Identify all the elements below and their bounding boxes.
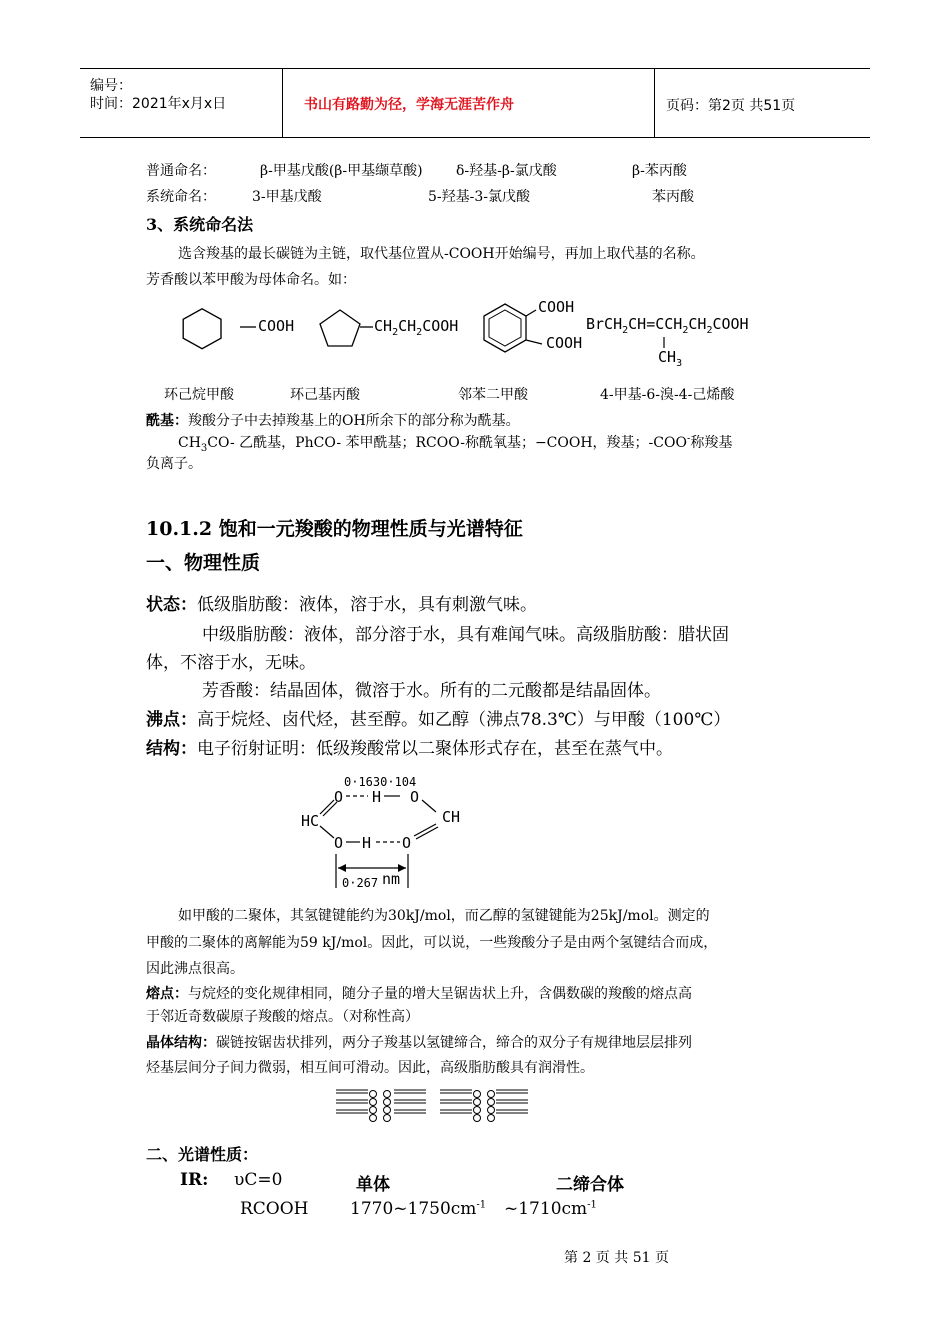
ir-cell (350, 1199, 486, 1219)
subscript: 2 (622, 325, 629, 336)
common-name-label: 普通命名： (146, 163, 216, 179)
paragraph: 选含羧基的最长碳链为主链，取代基位置从-COOH开始编号，再加上取代基的名称。 (178, 246, 705, 262)
dimer-unit: nm (382, 870, 401, 888)
paragraph: 如甲酸的二聚体，其氢键键能约为30kJ/mol，而乙醇的氢键键能为25kJ/mol。测定的 (178, 908, 710, 924)
common-name-2: δ-羟基-β-氯戊酸 (456, 163, 557, 179)
ir-value: 1770~1750cm (350, 1199, 477, 1219)
struct-label (586, 315, 749, 336)
state-text: 体，不溶于水，无味。 (146, 653, 316, 673)
carboxyl-circle (384, 1115, 391, 1122)
structure-name: 邻苯二甲酸 (458, 387, 528, 403)
struct-text: COOH (422, 317, 459, 335)
struct-label: COOH (258, 317, 295, 335)
carboxyl-circle (370, 1107, 377, 1114)
section-title: 3、系统命名法 (146, 215, 254, 234)
carboxyl-circle (488, 1091, 495, 1098)
header-code-label: 编号： (90, 78, 132, 94)
paragraph: 芳香酸以苯甲酸为母体命名。如： (146, 272, 356, 288)
carboxyl-circle (384, 1091, 391, 1098)
struct-text: BrCH (586, 315, 623, 333)
struct-text: CH=CCH (628, 315, 683, 333)
state-line (146, 590, 537, 615)
subscript: 3 (676, 358, 683, 369)
bp-line (146, 705, 730, 730)
arrow-head (338, 864, 346, 872)
ir-label: IR: (180, 1170, 209, 1190)
cyclohexane-ring (183, 309, 221, 349)
carboxyl-circle (384, 1107, 391, 1114)
ir-column-header: 单体 (356, 1175, 390, 1195)
header-divider (654, 69, 655, 137)
bp-text: 高于烷烃、卤代烃，甚至醇。如乙醇（沸点78.3℃）与甲酸（100℃） (197, 710, 731, 730)
struct-text: 电子衍射证明：低级羧酸常以二聚体形式存在，甚至在蒸气中。 (197, 739, 673, 759)
crystal-diagram (336, 1086, 532, 1126)
carboxyl-circle (474, 1091, 481, 1098)
acyl-text: CO- 乙酰基，PhCO- 苯甲酰基；RCOO-称酰氧基； (207, 435, 535, 451)
crystal-label: 晶体结构： (146, 1035, 216, 1051)
benzene-ring (484, 304, 526, 352)
header-date: 时间：2021年x月x日 (90, 96, 227, 112)
header-page: 页码：第2页 共51页 (666, 98, 796, 114)
common-name-3: β-苯丙酸 (632, 163, 687, 179)
mp-line (146, 983, 692, 1003)
system-name-label: 系统命名： (146, 189, 216, 205)
superscript: -1 (476, 1199, 487, 1211)
page-footer: 第 2 页 共 51 页 (564, 1250, 669, 1266)
ir-value: ~1710cm (504, 1199, 588, 1219)
structure-name: 环己基丙酸 (290, 387, 360, 403)
bond (526, 310, 536, 316)
carboxyl-circle (370, 1115, 377, 1122)
struct-label (658, 348, 682, 369)
atom-label: O (410, 788, 420, 806)
acyl-examples-cont: 负离子。 (146, 456, 202, 472)
page-header (80, 68, 870, 138)
acyl-examples (178, 432, 732, 454)
ir-column-header: υC=0 (234, 1170, 283, 1190)
acyl-text: 羧酸分子中去掉羧基上的OH所余下的部分称为酰基。 (188, 413, 520, 429)
subscript: 2 (706, 325, 713, 336)
atom-label: H (362, 834, 372, 852)
crystal-text: 碳链按锯齿状排列，两分子羧基以氢键缔合，缔合的双分子有规律地层层排列 (216, 1035, 692, 1051)
carboxyl-circle (384, 1099, 391, 1106)
system-name-1: 3-甲基戊酸 (252, 189, 322, 205)
carboxyl-circle (488, 1107, 495, 1114)
crystal-text: 烃基层间分子间力微弱，相互间可滑动。因此，高级脂肪酸具有润滑性。 (146, 1060, 594, 1076)
common-name-1: β-甲基戊酸(β-甲基缬草酸) (260, 163, 423, 179)
struct-text: CH (658, 348, 677, 366)
struct-text: CH (374, 317, 393, 335)
paragraph: 因此沸点很高。 (146, 961, 244, 977)
struct-text: CH (688, 315, 707, 333)
acyl-label: 酰基： (146, 413, 188, 429)
acyl-text: −COOH，羧基；-COO (534, 435, 687, 451)
bp-label: 沸点： (146, 710, 197, 730)
superscript: -1 (587, 1199, 597, 1211)
carboxyl-circle (474, 1099, 481, 1106)
acyl-text: 称羧基 (690, 435, 733, 451)
ir-column-header: 二缔合体 (556, 1175, 624, 1195)
struct-label: COOH (546, 334, 583, 352)
struct-label: 结构： (146, 739, 197, 759)
bond (526, 340, 542, 344)
atom-label: H (372, 788, 382, 806)
subscript: 3 (200, 442, 208, 454)
ir-cell (504, 1199, 597, 1219)
ir-cell: RCOOH (240, 1199, 309, 1219)
structure-name: 4-甲基-6-溴-4-己烯酸 (600, 387, 735, 403)
paragraph: 甲酸的二聚体的离解能为59 kJ/mol。因此，可以说，一些羧酸分子是由两个氢键结合而成， (146, 935, 718, 951)
struct-text: COOH (712, 315, 749, 333)
header-divider (282, 69, 283, 137)
subscript: 2 (416, 327, 423, 338)
carboxyl-circle (474, 1115, 481, 1122)
atom-label: HC (301, 812, 320, 830)
state-text: 芳香酸：结晶固体，微溶于水。所有的二元酸都是结晶固体。 (202, 681, 661, 701)
bond (320, 826, 334, 838)
atom-label: O (402, 834, 412, 852)
section-heading: 10.1.2 饱和一元羧酸的物理性质与光谱特征 (146, 518, 523, 540)
header-motto: 书山有路勤为径，学海无涯苦作舟 (304, 97, 514, 113)
mp-text: 与烷烃的变化规律相同，随分子量的增大呈锯齿状上升，含偶数碳的羧酸的熔点高 (188, 986, 692, 1002)
carboxyl-circle (488, 1115, 495, 1122)
subsection-heading: 二、光谱性质： (146, 1145, 259, 1164)
carboxyl-circle (370, 1091, 377, 1098)
mp-label: 熔点： (146, 986, 188, 1002)
carboxyl-circle (474, 1107, 481, 1114)
dimer-distance-bottom: 0·267 (342, 876, 379, 890)
subscript: 2 (392, 327, 399, 338)
cyclopentane-ring (320, 310, 360, 346)
struct-text: CH (398, 317, 417, 335)
state-text: 中级脂肪酸：液体，部分溶于水，具有难闻气味。高级脂肪酸：腊状固 (202, 625, 729, 645)
struct-line (146, 734, 673, 759)
acyl-definition (146, 410, 520, 430)
system-name-2: 5-羟基-3-氯戊酸 (428, 189, 531, 205)
subsection-heading: 一、物理性质 (146, 552, 261, 574)
subscript: 2 (682, 325, 689, 336)
state-label: 状态： (146, 595, 197, 615)
carboxyl-circle (370, 1099, 377, 1106)
struct-label (374, 317, 458, 338)
dimer-distance-top: 0·1630·104 (344, 775, 417, 789)
atom-label: CH (442, 808, 461, 826)
carboxyl-circle (488, 1099, 495, 1106)
state-text: 低级脂肪酸：液体，溶于水，具有刺激气味。 (197, 595, 537, 615)
superscript: - (686, 433, 691, 445)
crystal-line (146, 1032, 692, 1052)
benzene-inner (489, 310, 521, 346)
struct-label: COOH (538, 298, 575, 316)
system-name-3: 苯丙酸 (652, 189, 694, 205)
atom-label: O (334, 788, 344, 806)
mp-text: 于邻近奇数碳原子羧酸的熔点。（对称性高） (146, 1009, 419, 1025)
atom-label: O (334, 834, 344, 852)
acyl-text: CH (178, 435, 201, 451)
structure-name: 环己烷甲酸 (164, 387, 234, 403)
bond (422, 800, 436, 812)
